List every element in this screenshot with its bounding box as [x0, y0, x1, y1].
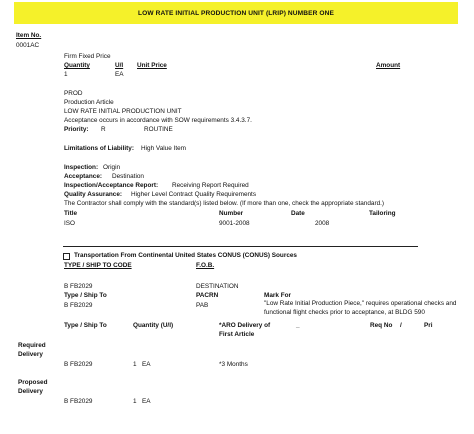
- required-code: B FB2029: [64, 361, 93, 368]
- standards-title-header: Title: [64, 210, 78, 217]
- pri-header: Pri: [424, 322, 433, 329]
- standards-row-title: ISO: [64, 220, 76, 227]
- required-delivery-label-2: Delivery: [18, 351, 43, 358]
- priority-label: Priority:: [64, 126, 89, 133]
- ui-header: U/I: [115, 62, 124, 69]
- aro-header-line2: First Article: [219, 331, 255, 338]
- acceptance-value: Destination: [112, 173, 144, 180]
- standards-note: The Contractor shall comply with the standard(s) listed below. (If more than one, check the appropriate standard.): [64, 200, 385, 207]
- unit-price-header: Unit Price: [137, 62, 167, 69]
- liability-value: High Value Item: [141, 145, 186, 152]
- slash-header: /: [400, 322, 402, 329]
- title-banner: [14, 2, 458, 24]
- type-ship-code-header: TYPE / SHIP TO CODE: [64, 262, 132, 269]
- fob-value: DESTINATION: [196, 283, 239, 290]
- section-divider: [63, 246, 418, 247]
- amount-header: Amount: [376, 62, 401, 69]
- quantity-value: 1: [64, 71, 68, 78]
- pacrn-type-header: Type / Ship To: [64, 292, 107, 299]
- priority-value: R: [101, 126, 106, 133]
- qa-value: Higher Level Contract Quality Requirements: [131, 191, 257, 198]
- report-label: Inspection/Acceptance Report:: [64, 182, 159, 189]
- transport-heading: Transportation From Continental United States CONUS (CONUS) Sources: [74, 252, 297, 259]
- inspection-label: Inspection:: [64, 164, 99, 171]
- standards-tailoring-header: Tailoring: [369, 210, 396, 217]
- required-ui: EA: [142, 361, 151, 368]
- item-no-label: Item No.: [16, 32, 42, 39]
- acceptance-note: Acceptance occurs in accordance with SOW requirements 3.4.3.7.: [64, 117, 252, 124]
- proposed-code: B FB2029: [64, 398, 93, 405]
- mark-for-text: "Low Rate Initial Production Piece," requires operational checks and functional flight checks prior to acceptance, at BLDG 590: [264, 300, 457, 316]
- aro-header: *ARO Delivery of: [219, 322, 271, 329]
- delivery-type-header: Type / Ship To: [64, 322, 107, 329]
- document-title: LOW RATE INITIAL PRODUCTION UNIT (LRIP) NUMBER ONE: [138, 9, 334, 17]
- acceptance-label: Acceptance:: [64, 173, 103, 180]
- req-no-header: Req No: [370, 322, 393, 329]
- qa-label: Quality Assurance:: [64, 191, 123, 198]
- standards-row-date: 2008: [315, 220, 330, 227]
- fob-header: F.O.B.: [196, 262, 215, 269]
- prod-label: PROD: [64, 90, 83, 97]
- priority-text: ROUTINE: [144, 126, 173, 133]
- standards-number-header: Number: [219, 210, 244, 217]
- liability-label: Limitations of Liability:: [64, 145, 134, 152]
- pacrn-value: PAB: [196, 302, 209, 309]
- proposed-qty: 1: [133, 398, 137, 405]
- required-delivery-label: Required: [18, 342, 46, 349]
- standards-row-number: 9001-2008: [219, 220, 250, 227]
- item-name: LOW RATE INITIAL PRODUCTION UNIT: [64, 108, 182, 115]
- article-label: Production Article: [64, 99, 114, 106]
- report-value: Receiving Report Required: [172, 182, 249, 189]
- transport-checkbox[interactable]: [63, 253, 70, 260]
- proposed-delivery-label-2: Delivery: [18, 388, 43, 395]
- pacrn-code: B FB2029: [64, 302, 93, 309]
- proposed-ui: EA: [142, 398, 151, 405]
- quantity-header: Quantity: [64, 62, 90, 69]
- dash-header: _: [296, 322, 300, 329]
- contract-type: Firm Fixed Price: [64, 53, 111, 60]
- required-aro: *3 Months: [219, 361, 248, 368]
- item-no-value: 0001AC: [16, 42, 40, 49]
- delivery-quantity-header: Quantity (U/I): [133, 322, 174, 329]
- proposed-delivery-label: Proposed: [18, 379, 48, 386]
- pacrn-header: PACRN: [196, 292, 219, 299]
- standards-date-header: Date: [291, 210, 305, 217]
- ui-value: EA: [115, 71, 124, 78]
- required-qty: 1: [133, 361, 137, 368]
- inspection-value: Origin: [103, 164, 121, 171]
- mark-for-header: Mark For: [264, 292, 291, 299]
- ship-code-value: B FB2029: [64, 283, 93, 290]
